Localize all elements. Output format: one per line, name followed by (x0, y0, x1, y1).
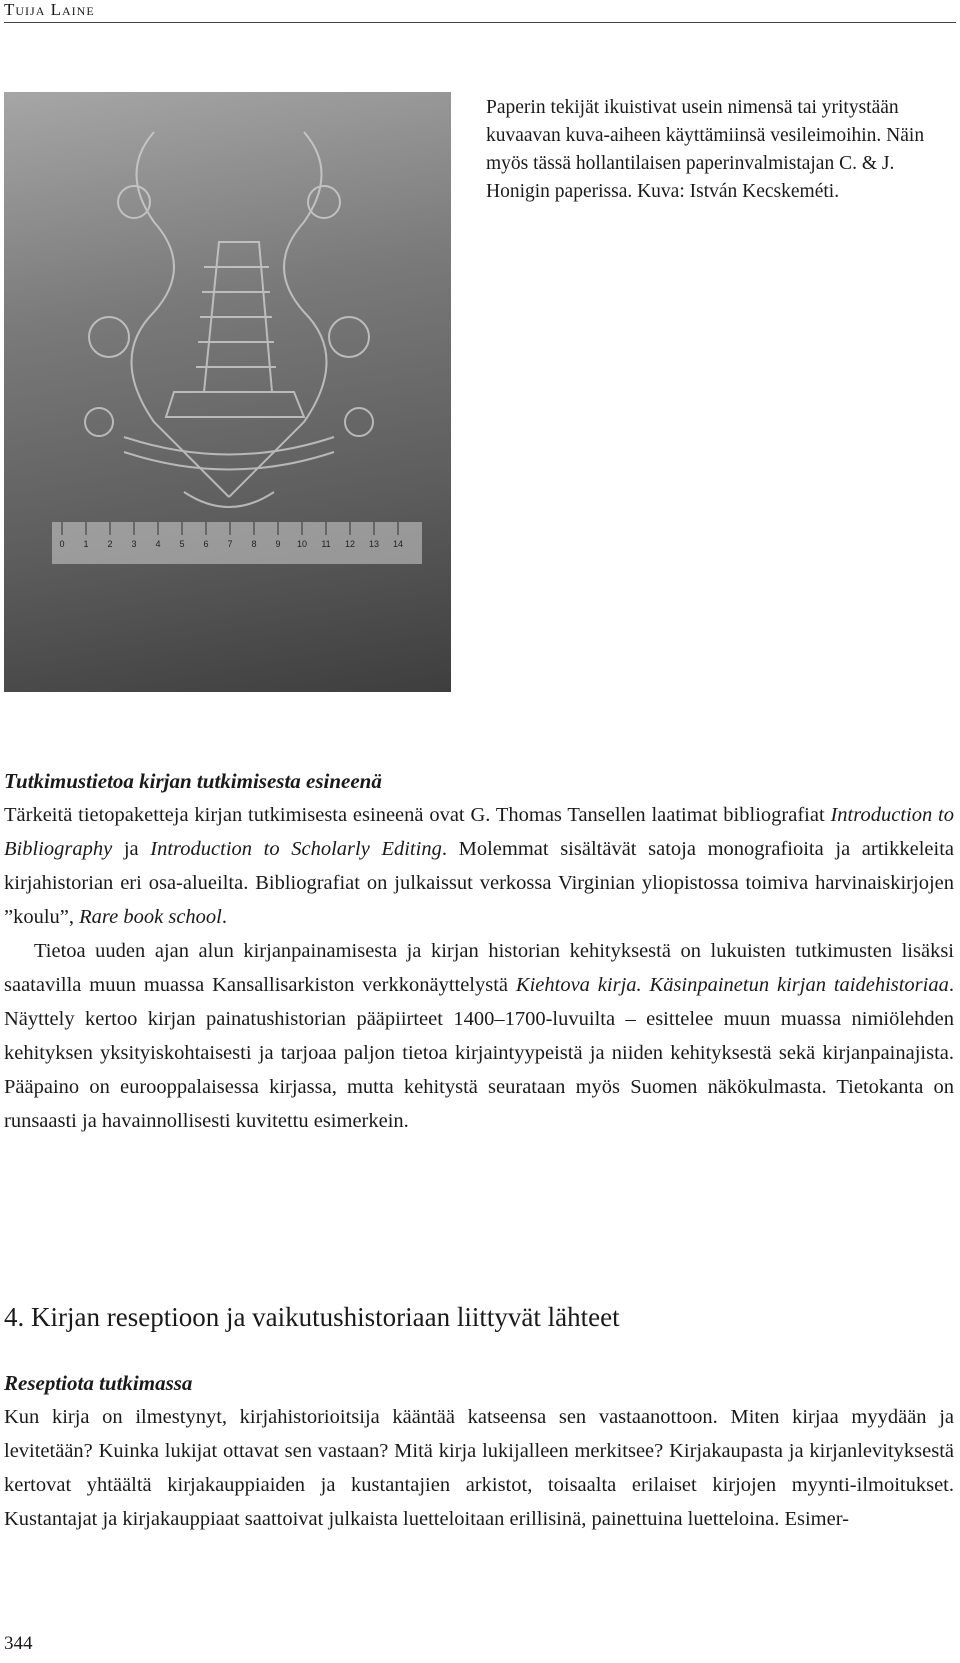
ruler-number: 14 (392, 539, 404, 549)
ruler-number: 11 (321, 539, 331, 549)
ruler-number: 6 (203, 539, 209, 549)
ruler-number: 12 (344, 539, 356, 549)
section-research-object (4, 764, 954, 1138)
ruler (52, 522, 422, 564)
subheading: Reseptiota tutkimassa (4, 1371, 193, 1395)
ruler-number: 13 (368, 539, 380, 549)
paragraph: Tärkeitä tietopaketteja kirjan tutkimisesta esineenä ovat G. Thomas Tansellen laatimat bibliografiat Introduction to Bibliography ja Introduction to Scholarly Editing. Molemmat sisältävät satoja monografioita ja artikkeleita kirjahistorian eri osa-alueilta. Bibliografiat on julkaissut verkossa Virginian yliopistossa toimiva harvinaiskirjojen ”koulu”, Rare book school. (4, 804, 955, 928)
page-number: 344 (4, 1633, 33, 1654)
watermark-photo (4, 92, 451, 692)
paragraph: Kun kirja on ilmestynyt, kirjahistorioitsija kääntää katseensa sen vastaanottoon. Miten kirjaa myydään ja levitetään? Kuinka lukijat ottavat sen vastaan? Mitä kirja lukijalleen merkitsee? Kirjakaupasta ja kirjanlevityksestä kertovat yhtäältä kirjakauppiaiden ja kustantajien arkistot, toisaalta erilaiset kirjojen myynti-ilmoitukset. Kustantajat ja kirjakauppiaat saattoivat julkaista luetteloitaan erillisinä, painettuina luetteloina. Esimer- (4, 1406, 954, 1530)
ruler-number: 0 (59, 539, 65, 549)
watermark-illustration (4, 92, 451, 692)
ruler-number: 4 (155, 539, 161, 549)
paragraph: Tietoa uuden ajan alun kirjanpainamisesta ja kirjan historian kehityksestä on lukuisten tutkimusten lisäksi saatavilla muun muassa Kansallisarkiston verkkonäyttelystä Kiehtova kirja. Käsinpainetun kirjan taidehistoriaa. Näyttely kertoo kirjan painatushistorian pääpiirteet 1400–1700-luvuilta – esittelee muun muassa nimiölehden kehityksen yksityiskohtaisesti ja tarjoaa paljon tietoa kirjaintyypeistä ja niiden kehityksestä sekä kirjanpainajista. Pääpaino on eurooppalaisessa kirjassa, mutta kehitystä seurataan myös Suomen näkökulmasta. Tietokanta on runsaasti ja havainnollisesti kuvitettu esimerkein. (4, 940, 954, 1132)
ruler-number: 8 (251, 539, 257, 549)
ruler-number: 7 (227, 539, 233, 549)
running-head: Tuija Laine (4, 0, 956, 23)
ruler-number: 3 (131, 539, 137, 549)
ruler-number: 10 (296, 539, 308, 549)
ruler-number: 2 (107, 539, 113, 549)
section-reception (4, 1366, 954, 1536)
subheading: Tutkimustietoa kirjan tutkimisesta esineenä (4, 769, 382, 793)
chapter-heading: 4. Kirjan reseptioon ja vaikutushistoriaan liittyvät lähteet (4, 1302, 620, 1332)
ruler-number: 9 (275, 539, 281, 549)
ruler-number: 5 (179, 539, 185, 549)
figure-caption: Paperin tekijät ikuistivat usein nimensä tai yritystään kuvaavan kuva-aiheen käyttämiinsä vesileimoihin. Näin myös tässä hollantilaisen paperinvalmistajan C. & J. Honigin paperissa. Kuva: István Kecskeméti. (486, 97, 925, 202)
ruler-number: 1 (83, 539, 89, 549)
